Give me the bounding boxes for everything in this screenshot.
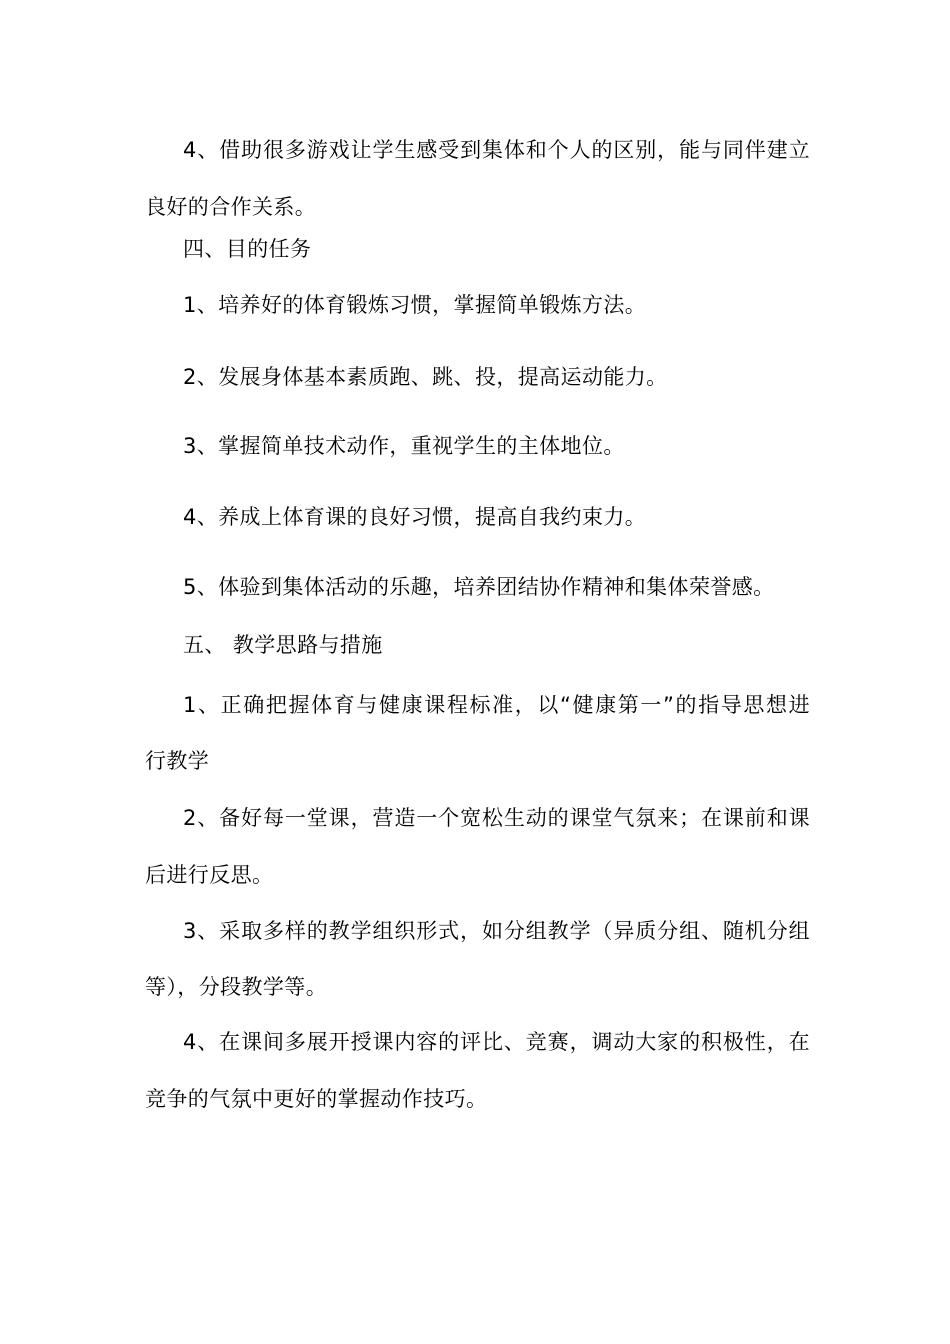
text-line: 等），分段教学等。 <box>145 975 328 999</box>
text-line: 3、掌握简单技术动作，重视学生的主体地位。 <box>183 434 625 458</box>
text-line: 良好的合作关系。 <box>145 195 317 219</box>
text-line: 5、体验到集体活动的乐趣，培养团结协作精神和集体荣誉感。 <box>183 575 775 599</box>
text-line: 2、发展身体基本素质跑、跳、投，提高运动能力。 <box>183 365 668 389</box>
text-line: 4、在课间多展开授课内容的评比、竞赛，调动大家的积极性，在 <box>183 1030 810 1054</box>
text-line: 后进行反思。 <box>145 863 274 887</box>
text-line: 1、正确把握体育与健康课程标准，以“健康第一”的指导思想进 <box>183 693 810 717</box>
text-line: 行教学 <box>145 749 210 773</box>
text-line: 竞争的气氛中更好的掌握动作技巧。 <box>145 1087 488 1111</box>
section-heading: 四、目的任务 <box>183 237 312 261</box>
section-heading: 五、 教学思路与措施 <box>183 633 383 657</box>
text-line: 3、采取多样的教学组织形式，如分组教学（异质分组、随机分组 <box>183 919 810 943</box>
text-line: 1、培养好的体育锻炼习惯，掌握简单锻炼方法。 <box>183 293 647 317</box>
text-line: 2、备好每一堂课，营造一个宽松生动的课堂气氛来；在课前和课 <box>183 806 810 830</box>
text-line: 4、借助很多游戏让学生感受到集体和个人的区别，能与同伴建立 <box>183 138 810 162</box>
text-line: 4、养成上体育课的良好习惯，提高自我约束力。 <box>183 505 647 529</box>
